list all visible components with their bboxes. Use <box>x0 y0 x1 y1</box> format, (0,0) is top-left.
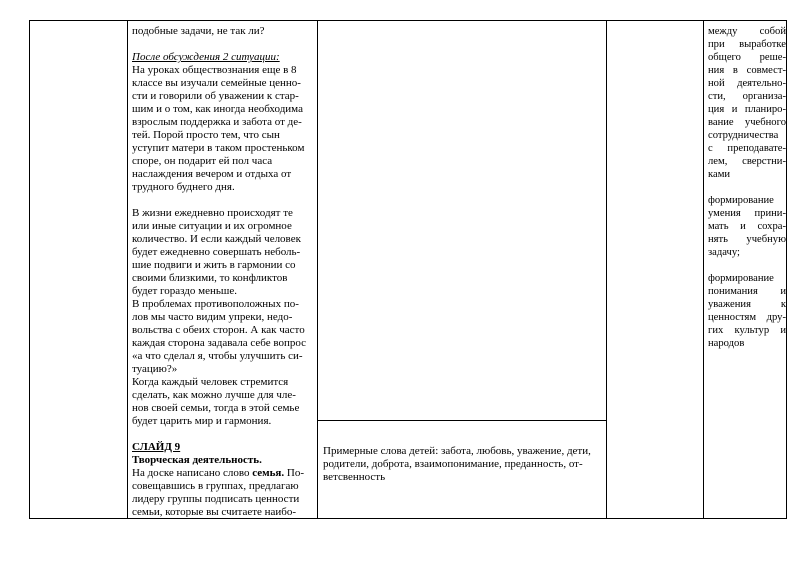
text-segment: сотрудничества <box>708 130 779 141</box>
text-line <box>132 51 315 64</box>
text-line <box>132 350 315 363</box>
text-line <box>132 285 315 298</box>
table-border-vertical-2 <box>317 21 318 518</box>
text-line <box>132 142 315 155</box>
text-line <box>708 116 786 129</box>
text-line <box>132 402 315 415</box>
text-segment: ками <box>708 169 731 180</box>
text-segment: формирование <box>708 195 774 206</box>
text-line <box>132 246 315 259</box>
cell-planned-outcomes <box>708 25 786 517</box>
text-segment: количество. И если каждый человек <box>132 233 301 245</box>
text-segment: В жизни ежедневно происходят те <box>132 207 293 219</box>
text-segment: будет царить мир и гармония. <box>132 415 272 427</box>
text-line <box>708 324 786 337</box>
text-segment: По- <box>284 467 304 479</box>
text-segment: наслаждения вечером и отдыха от <box>132 168 292 180</box>
text-segment: шим и о том, как иногда необходима <box>132 103 303 115</box>
text-segment: СЛАЙД 9 <box>132 441 181 453</box>
text-segment: подобные задачи, не так ли? <box>132 25 265 37</box>
text-line <box>132 376 315 389</box>
text-line <box>323 445 603 458</box>
text-line <box>132 467 315 480</box>
text-segment: задачу; <box>708 247 740 258</box>
text-segment: лов мы часто видим упреки, недо- <box>132 311 293 323</box>
text-segment: В проблемах противоположных по- <box>132 298 299 310</box>
text-line <box>708 38 786 51</box>
text-segment: при выработке <box>708 39 786 50</box>
text-segment: народов <box>708 338 745 349</box>
text-segment: туацию?» <box>132 363 178 375</box>
text-line <box>132 389 315 402</box>
text-segment: уступит матери в таком простеньком <box>132 142 305 154</box>
text-segment: каждая сторона задавала себе вопрос <box>132 337 307 349</box>
text-line <box>708 64 786 77</box>
text-segment: На доске написано слово <box>132 467 253 479</box>
text-line <box>708 51 786 64</box>
text-line <box>132 506 315 517</box>
text-line <box>132 415 315 428</box>
text-segment: ветсвенность <box>323 471 386 483</box>
table-row-divider <box>317 420 606 421</box>
text-line <box>132 77 315 90</box>
text-segment: понимания и <box>708 286 786 297</box>
text-line <box>132 324 315 337</box>
text-line <box>132 480 315 493</box>
text-segment: «а что сделал я, чтобы улучшить си- <box>132 350 303 362</box>
text-segment: лидеру группы подписать ценности <box>132 493 300 505</box>
text-segment: между собой <box>708 26 786 37</box>
text-line <box>132 337 315 350</box>
table-border-vertical-4 <box>703 21 704 518</box>
text-line <box>708 25 786 38</box>
text-segment: совещавшись в группах, предлагаю <box>132 480 299 492</box>
lesson-plan-table <box>29 20 787 519</box>
text-line <box>132 64 315 77</box>
text-line <box>708 207 786 220</box>
text-segment: тей. Порой просто тем, что сын <box>132 129 280 141</box>
text-line <box>708 194 786 207</box>
text-segment: своими близкими, то конфликтов <box>132 272 288 284</box>
text-segment: ния в совмест- <box>708 65 786 76</box>
text-line <box>708 129 786 142</box>
text-line <box>323 458 603 471</box>
text-line <box>132 493 315 506</box>
text-line <box>132 441 315 454</box>
text-line <box>132 272 315 285</box>
text-line <box>132 168 315 181</box>
cell-middle-empty <box>607 21 703 518</box>
text-segment: уважения к <box>708 299 786 310</box>
text-line <box>132 233 315 246</box>
text-segment: сти и говорили об уважении к стар- <box>132 90 299 102</box>
text-line <box>708 181 786 194</box>
text-segment: сти, организа- <box>708 91 786 102</box>
text-line <box>708 337 786 350</box>
text-line <box>708 90 786 103</box>
text-line <box>132 129 315 142</box>
text-line <box>132 116 315 129</box>
text-segment: трудного буднего дня. <box>132 181 235 193</box>
text-segment: мать и сохра- <box>708 221 786 232</box>
text-segment: ной деятельно- <box>708 78 786 89</box>
text-line <box>132 363 315 376</box>
text-line <box>708 259 786 272</box>
text-line <box>132 194 315 207</box>
text-line <box>708 220 786 233</box>
text-segment: будет гораздо меньше. <box>132 285 237 297</box>
text-line <box>132 311 315 324</box>
text-line <box>132 259 315 272</box>
text-segment: На уроках обществознания еще в 8 <box>132 64 297 76</box>
text-line <box>708 285 786 298</box>
text-line <box>708 103 786 116</box>
text-line <box>708 311 786 324</box>
text-segment: нять учебную <box>708 234 786 245</box>
text-segment: Примерные слова детей: забота, любовь, уважение, дети, <box>323 445 591 457</box>
text-line <box>323 471 603 484</box>
text-segment: формирование <box>708 273 774 284</box>
text-line <box>708 142 786 155</box>
text-line <box>132 207 315 220</box>
text-line <box>132 298 315 311</box>
text-segment: После обсуждения 2 ситуации: <box>132 51 280 63</box>
text-line <box>708 155 786 168</box>
text-segment: сделать, как можно лучше для чле- <box>132 389 296 401</box>
text-line <box>708 77 786 90</box>
text-segment: ция и планиро- <box>708 104 786 115</box>
text-segment: лем, сверстни- <box>708 156 786 167</box>
text-segment: классе вы изучали семейные ценно- <box>132 77 301 89</box>
text-line <box>708 298 786 311</box>
text-line <box>708 272 786 285</box>
text-line <box>132 103 315 116</box>
text-segment: споре, он подарит ей пол часа <box>132 155 273 167</box>
text-segment: будет ежедневно совершать неболь- <box>132 246 301 258</box>
text-segment: или иные ситуации и их огромное <box>132 220 292 232</box>
text-line <box>132 220 315 233</box>
text-segment: умения прини- <box>708 208 786 219</box>
text-segment: семья. <box>252 467 285 479</box>
text-segment: нов своей семьи, тогда в этой семье <box>132 402 300 414</box>
cell-left-empty <box>30 21 127 518</box>
text-line <box>132 181 315 194</box>
text-segment: ценностям дру- <box>708 312 786 323</box>
text-line <box>132 454 315 467</box>
text-line <box>708 168 786 181</box>
text-segment: семьи, которые вы считаете наибо- <box>132 506 297 517</box>
text-line <box>132 38 315 51</box>
text-segment: шие подвиги и жить в гармонии со <box>132 259 296 271</box>
text-segment: гих культур и <box>708 325 786 336</box>
text-line <box>132 25 315 38</box>
cell-students-words <box>323 445 603 517</box>
text-line <box>708 246 786 259</box>
text-line <box>132 428 315 441</box>
cell-teacher-activity <box>132 25 315 517</box>
text-line <box>132 90 315 103</box>
text-segment: Творческая деятельность. <box>132 454 262 466</box>
text-segment: вольства с обеих сторон. А как часто <box>132 324 305 336</box>
text-segment: родители, доброта, взаимопонимание, преданность, от- <box>323 458 583 470</box>
text-segment: вание учебного <box>708 117 786 128</box>
table-border-vertical-1 <box>127 21 128 518</box>
text-line <box>132 155 315 168</box>
text-segment: Когда каждый человек стремится <box>132 376 289 388</box>
text-segment: с преподавате- <box>708 143 786 154</box>
text-segment: взрослым поддержка и забота от де- <box>132 116 302 128</box>
text-segment: общего реше- <box>708 52 786 63</box>
text-line <box>708 233 786 246</box>
